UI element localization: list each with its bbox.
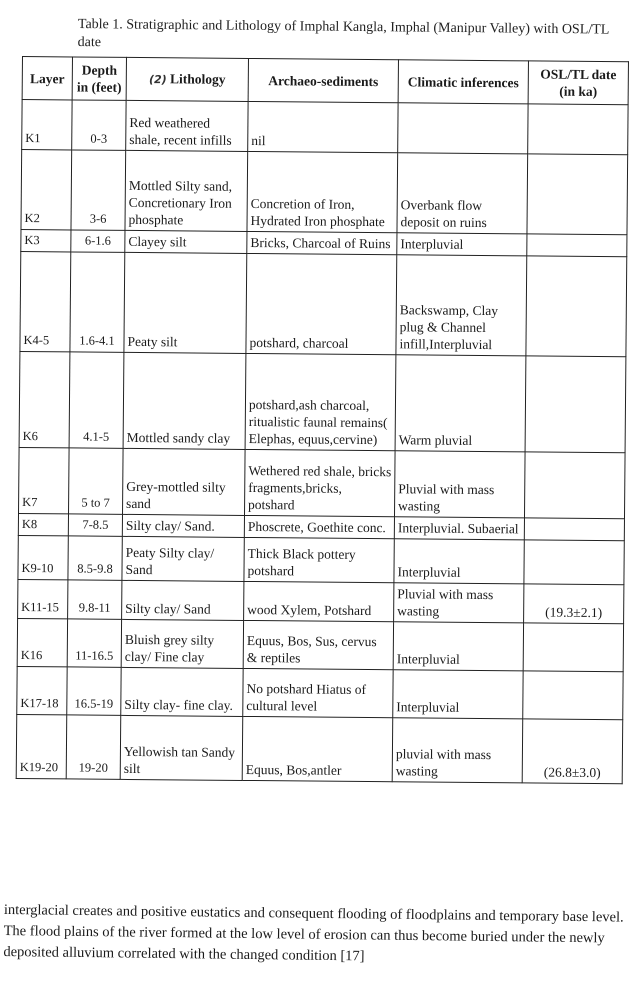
- header-lithology: [126, 57, 248, 101]
- cell-climatic: Overbank flow deposit on ruins: [397, 153, 528, 234]
- cell-lithology: Yellowish tan Sandy silt: [120, 715, 243, 780]
- cell-depth: 11-16.5: [67, 619, 121, 667]
- cell-lithology: Mottled Silty sand, Concretionary Iron phosphate: [125, 150, 248, 231]
- cell-archaeo: potshard, charcoal: [246, 253, 397, 354]
- header-layer: Layer: [22, 57, 72, 100]
- cell-layer: K2: [21, 150, 72, 230]
- header-lithology-label: Lithology: [170, 71, 226, 87]
- cell-layer: K17-18: [17, 666, 67, 714]
- cell-climatic: Backswamp, Clay plug & Channel infill,Interpluvial: [396, 255, 527, 356]
- cell-archaeo: Concretion of Iron, Hydrated Iron phosphate: [247, 151, 398, 232]
- table-row: [19, 351, 626, 452]
- cell-depth: 8.5-9.8: [68, 536, 122, 580]
- cell-climatic: Interpluvial: [397, 233, 527, 256]
- cell-climatic: Pluvial with mass wasting: [394, 451, 525, 518]
- cell-lithology: Silty clay/ Sand: [122, 580, 244, 620]
- table-row: [17, 618, 623, 671]
- cell-osl: [524, 452, 625, 519]
- cell-depth: 19-20: [66, 715, 121, 779]
- cell-depth: 3-6: [71, 150, 126, 230]
- cell-depth: 4.1-5: [69, 352, 124, 448]
- table-row: [16, 714, 623, 783]
- cell-depth: 0-3: [72, 100, 126, 150]
- cell-climatic: Warm pluvial: [395, 355, 526, 452]
- table-row: [19, 447, 626, 518]
- table-row: [21, 150, 628, 235]
- cell-layer: K16: [17, 618, 67, 666]
- cell-osl: [526, 256, 627, 357]
- cell-layer: K11-15: [18, 579, 68, 618]
- cell-osl: [527, 154, 628, 235]
- header-osl: OSL/TL date (in ka): [528, 61, 628, 105]
- cell-layer: K8: [18, 513, 68, 535]
- header-climatic: Climatic inferences: [398, 60, 528, 104]
- cell-climatic: Interpluvial. Subaerial: [394, 517, 524, 540]
- cell-lithology: Mottled sandy clay: [123, 352, 246, 449]
- cell-archaeo: potshard,ash charcoal, ritualistic faunal remains( Elephas, equus,cervine): [245, 353, 396, 450]
- cell-archaeo: nil: [248, 101, 398, 152]
- cell-osl: (26.8±3.0): [522, 719, 623, 784]
- cell-depth: 1.6-4.1: [70, 252, 125, 352]
- table-row: [20, 251, 627, 356]
- table-row: [17, 666, 623, 719]
- cell-osl: [528, 104, 628, 155]
- cell-depth: 6-1.6: [71, 230, 125, 252]
- cell-archaeo: No potshard Hiatus of cultural level: [243, 668, 393, 717]
- cell-climatic: Interpluvial: [394, 539, 524, 584]
- table-header-row: [22, 57, 628, 105]
- cell-layer: K7: [19, 447, 70, 513]
- cell-layer: K19-20: [16, 714, 67, 778]
- table-row: [18, 535, 624, 584]
- table-row: [18, 579, 624, 623]
- cell-archaeo: Bricks, Charcoal of Ruins: [247, 231, 397, 254]
- cell-osl: [525, 356, 626, 453]
- cell-lithology: Red weathered shale, recent infills: [126, 100, 248, 151]
- cell-archaeo: Phoscrete, Goethite conc.: [244, 515, 394, 538]
- header-archaeo: Archaeo-sediments: [248, 58, 398, 102]
- cell-depth: 5 to 7: [69, 448, 124, 514]
- cell-layer: K1: [22, 100, 72, 150]
- table-row: [22, 100, 628, 155]
- cell-archaeo: Equus, Bos, Sus, cervus & reptiles: [243, 620, 393, 669]
- cell-layer: K4-5: [20, 251, 71, 351]
- cell-archaeo: Equus, Bos,antler: [242, 716, 393, 781]
- cell-layer: K6: [19, 351, 70, 447]
- cell-archaeo: Thick Black pottery potshard: [244, 537, 394, 582]
- cell-climatic: Interpluvial: [393, 670, 523, 719]
- cell-osl: [524, 518, 624, 541]
- cell-osl: [524, 540, 624, 585]
- header-depth: Depth in (feet): [72, 57, 126, 100]
- cell-depth: 16.5-19: [67, 667, 121, 715]
- cell-layer: K9-10: [18, 535, 68, 579]
- cell-lithology: Silty clay/ Sand.: [122, 514, 244, 537]
- cell-layer: K3: [21, 229, 71, 251]
- cell-lithology: Bluish grey silty clay/ Fine clay: [121, 619, 243, 668]
- cell-osl: (19.3±2.1): [524, 584, 624, 624]
- cell-archaeo: wood Xylem, Potshard: [244, 581, 394, 621]
- cell-lithology: Peaty Silty clay/ Sand: [122, 536, 244, 581]
- cell-depth: 7-8.5: [68, 514, 122, 536]
- table-caption: Table 1. Stratigraphic and Lithology of Imphal Kangla, Imphal (Manipur Valley) with OSL/TL date: [77, 16, 609, 51]
- cell-osl: [523, 623, 623, 672]
- cell-osl: [523, 671, 623, 720]
- cell-archaeo: Wethered red shale, bricks fragments,bricks, potshard: [244, 449, 395, 516]
- cell-depth: 9.8-11: [68, 580, 122, 619]
- cell-lithology: Peaty silt: [124, 252, 247, 353]
- handwritten-mark: (2): [148, 73, 167, 87]
- stratigraphy-table: [16, 56, 629, 784]
- cell-osl: [527, 234, 627, 257]
- cell-lithology: Clayey silt: [125, 230, 247, 253]
- cell-climatic: Pluvial with mass wasting: [394, 583, 524, 623]
- cell-lithology: Grey-mottled silty sand: [123, 448, 246, 515]
- cell-climatic: [398, 103, 528, 154]
- cell-lithology: Silty clay- fine clay.: [121, 667, 243, 716]
- cell-climatic: pluvial with mass wasting: [392, 718, 523, 783]
- cell-climatic: Interpluvial: [393, 622, 523, 671]
- body-paragraph: interglacial creates and positive eustatics and consequent flooding of floodplains and temporary base level. The flood plains of the river formed at the low level of erosion can thus become buried under the newly deposited alluvium correlated with the changed condition [17]: [3, 901, 624, 965]
